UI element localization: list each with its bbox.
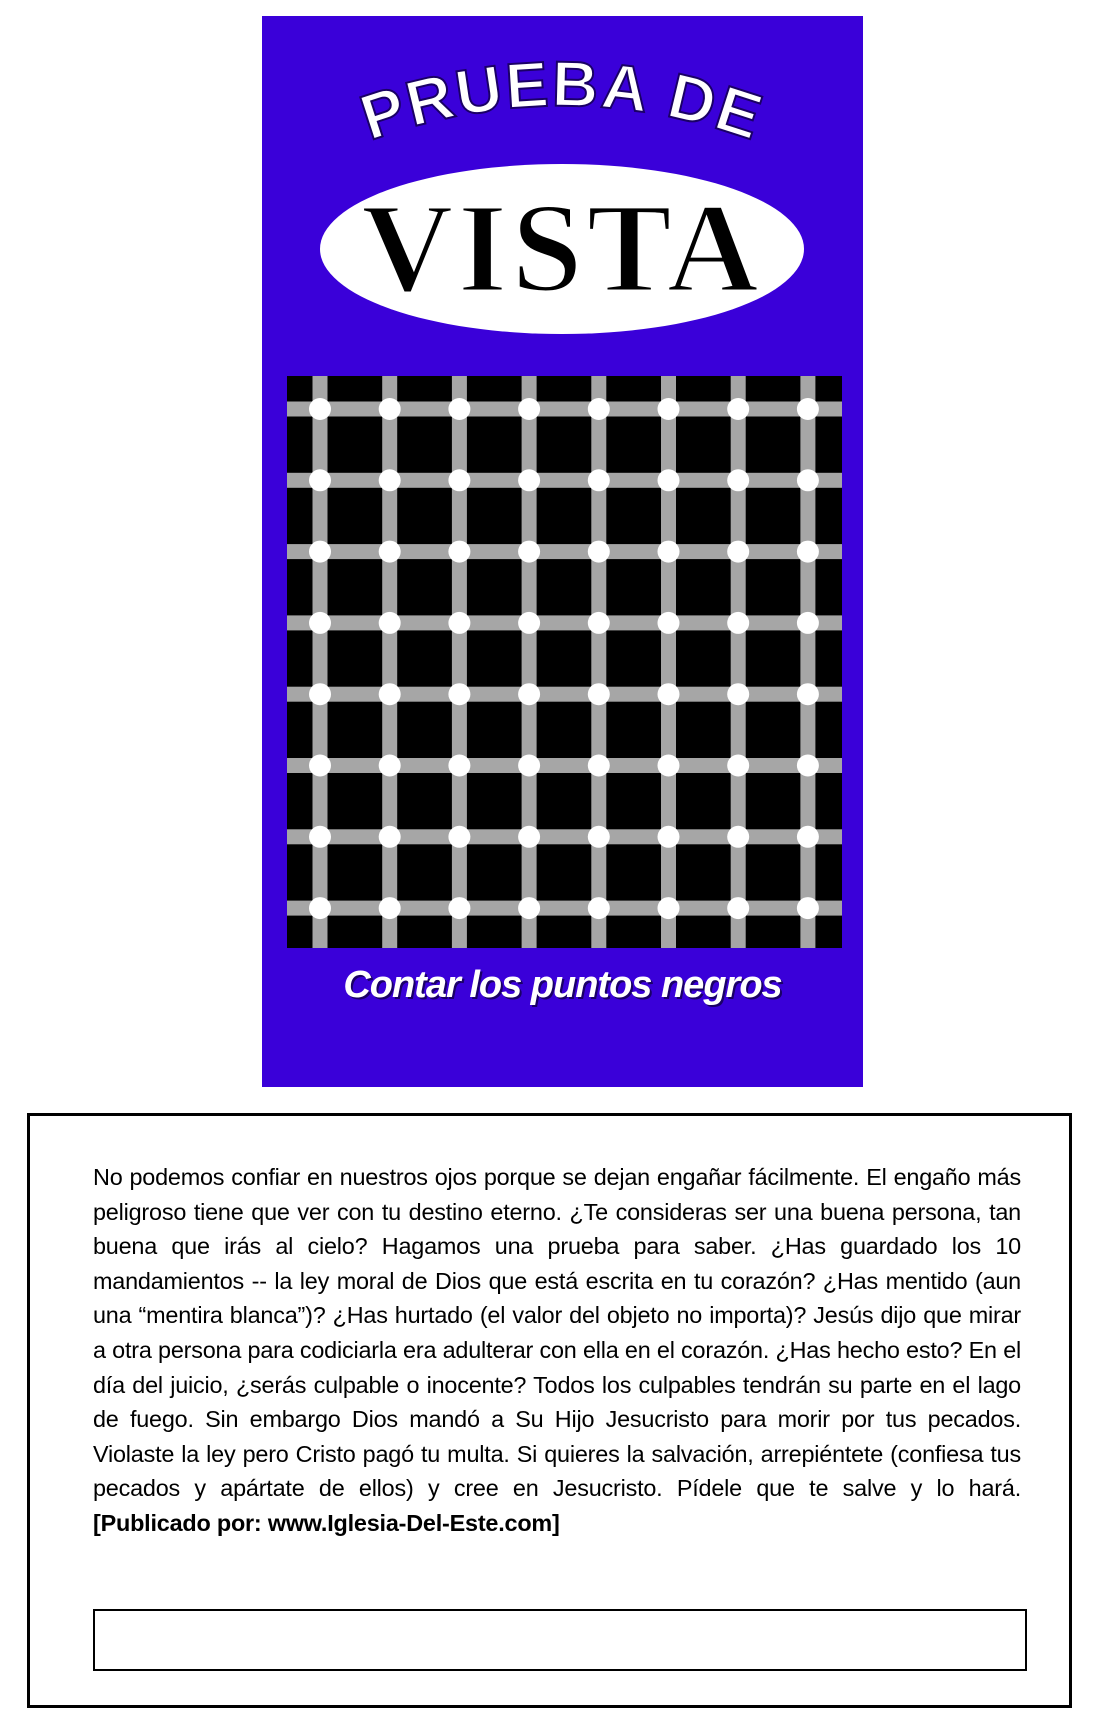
grid-intersection-dot bbox=[518, 826, 540, 848]
grid-horizontal-line bbox=[287, 615, 842, 630]
grid-intersection-dot bbox=[379, 612, 401, 634]
grid-intersection-dot bbox=[379, 755, 401, 777]
grid-intersection-dot bbox=[309, 398, 331, 420]
grid-intersection-dot bbox=[797, 826, 819, 848]
grid-intersection-dot bbox=[588, 755, 610, 777]
grid-intersection-dot bbox=[309, 469, 331, 491]
grid-intersection-dot bbox=[588, 897, 610, 919]
grid-intersection-dot bbox=[727, 612, 749, 634]
grid-intersection-dot bbox=[518, 755, 540, 777]
gospel-message-box bbox=[27, 1113, 1072, 1708]
grid-intersection-dot bbox=[658, 826, 680, 848]
grid-intersection-dot bbox=[379, 398, 401, 420]
grid-intersection-dot bbox=[727, 755, 749, 777]
grid-intersection-dot bbox=[379, 826, 401, 848]
title-artwork bbox=[262, 16, 863, 356]
title-prueba-de: PRUEBA DE bbox=[351, 47, 773, 154]
grid-intersection-dot bbox=[658, 755, 680, 777]
grid-horizontal-line bbox=[287, 402, 842, 417]
grid-intersection-dot bbox=[727, 683, 749, 705]
grid-intersection-dot bbox=[379, 469, 401, 491]
grid-intersection-dot bbox=[518, 683, 540, 705]
cover-header bbox=[262, 16, 863, 356]
grid-vertical-line bbox=[313, 376, 328, 948]
grid-intersection-dot bbox=[588, 541, 610, 563]
grid-intersection-dot bbox=[588, 398, 610, 420]
grid-intersection-dot bbox=[518, 398, 540, 420]
grid-background bbox=[287, 376, 842, 948]
grid-vertical-line bbox=[522, 376, 537, 948]
grid-vertical-line bbox=[800, 376, 815, 948]
grid-intersection-dot bbox=[797, 683, 819, 705]
grid-intersection-dot bbox=[727, 897, 749, 919]
grid-vertical-line bbox=[661, 376, 676, 948]
grid-intersection-dot bbox=[448, 826, 470, 848]
grid-intersection-dot bbox=[588, 612, 610, 634]
grid-intersection-dot bbox=[309, 897, 331, 919]
gospel-message bbox=[93, 1160, 1021, 1541]
grid-vertical-line bbox=[731, 376, 746, 948]
grid-intersection-dot bbox=[797, 398, 819, 420]
grid-intersection-dot bbox=[518, 469, 540, 491]
grid-intersection-dot bbox=[448, 541, 470, 563]
grid-intersection-dot bbox=[658, 398, 680, 420]
grid-intersection-dot bbox=[448, 398, 470, 420]
grid-intersection-dot bbox=[588, 469, 610, 491]
grid-intersection-dot bbox=[658, 469, 680, 491]
grid-intersection-dot bbox=[379, 897, 401, 919]
grid-intersection-dot bbox=[448, 612, 470, 634]
grid-intersection-dot bbox=[448, 897, 470, 919]
grid-vertical-line bbox=[382, 376, 397, 948]
grid-horizontal-line bbox=[287, 758, 842, 773]
publisher-credit: [Publicado por: www.Iglesia-Del-Este.com] bbox=[93, 1509, 560, 1536]
grid-intersection-dot bbox=[309, 683, 331, 705]
blank-write-in-field bbox=[93, 1609, 1027, 1671]
scintillating-grid-illusion bbox=[287, 376, 842, 948]
tract-cover bbox=[262, 16, 863, 1087]
title-vista: VISTA bbox=[361, 177, 763, 319]
grid-svg bbox=[287, 376, 842, 948]
grid-horizontal-line bbox=[287, 829, 842, 844]
grid-intersection-dot bbox=[588, 826, 610, 848]
grid-intersection-dot bbox=[448, 683, 470, 705]
grid-intersection-dot bbox=[379, 683, 401, 705]
grid-horizontal-line bbox=[287, 901, 842, 916]
grid-vertical-line bbox=[452, 376, 467, 948]
grid-intersection-dot bbox=[727, 398, 749, 420]
grid-vertical-line bbox=[591, 376, 606, 948]
grid-intersection-dot bbox=[658, 683, 680, 705]
grid-intersection-dot bbox=[309, 826, 331, 848]
grid-intersection-dot bbox=[658, 612, 680, 634]
grid-intersection-dot bbox=[727, 826, 749, 848]
grid-horizontal-line bbox=[287, 473, 842, 488]
grid-intersection-dot bbox=[309, 612, 331, 634]
grid-intersection-dot bbox=[379, 541, 401, 563]
grid-horizontal-line bbox=[287, 544, 842, 559]
cover-subtitle: Contar los puntos negros bbox=[343, 964, 782, 1006]
grid-horizontal-line bbox=[287, 687, 842, 702]
grid-intersection-dot bbox=[797, 541, 819, 563]
grid-intersection-dot bbox=[797, 755, 819, 777]
grid-intersection-dot bbox=[797, 612, 819, 634]
grid-intersection-dot bbox=[518, 612, 540, 634]
grid-intersection-dot bbox=[797, 469, 819, 491]
grid-intersection-dot bbox=[727, 469, 749, 491]
grid-intersection-dot bbox=[448, 469, 470, 491]
grid-intersection-dot bbox=[588, 683, 610, 705]
grid-intersection-dot bbox=[727, 541, 749, 563]
grid-intersection-dot bbox=[309, 541, 331, 563]
grid-intersection-dot bbox=[658, 897, 680, 919]
grid-intersection-dot bbox=[309, 755, 331, 777]
grid-intersection-dot bbox=[658, 541, 680, 563]
grid-intersection-dot bbox=[518, 541, 540, 563]
grid-intersection-dot bbox=[518, 897, 540, 919]
grid-intersection-dot bbox=[448, 755, 470, 777]
message-body: No podemos confiar en nuestros ojos porque se dejan engañar fácilmente. El engaño más peligroso tiene que ver con tu destino eterno. ¿Te consideras ser una buena persona, tan buena que irás al cielo? Hagamos una prueba para saber. ¿Has guardado los 10 mandamientos -- la ley moral de Dios que está escrita en tu corazón? ¿Has mentido (aun una “mentira blanca”)? ¿Has hurtado (el valor del objeto no importa)? Jesús dijo que mirar a otra persona para codiciarla era adulterar con ella en el corazón. ¿Has hecho esto? En el día del juicio, ¿serás culpable o inocente? Todos los culpables tendrán su parte en el lago de fuego. Sin embargo Dios mandó a Su Hijo Jesucristo para morir por tus pecados. Violaste la ley pero Cristo pagó tu multa. Si quieres la salvación, arrepiéntete (confiesa tus pecados y apártate de ellos) y cree en Jesucristo. Pídele que te salve y lo hará. bbox=[93, 1164, 1021, 1502]
grid-intersection-dot bbox=[797, 897, 819, 919]
